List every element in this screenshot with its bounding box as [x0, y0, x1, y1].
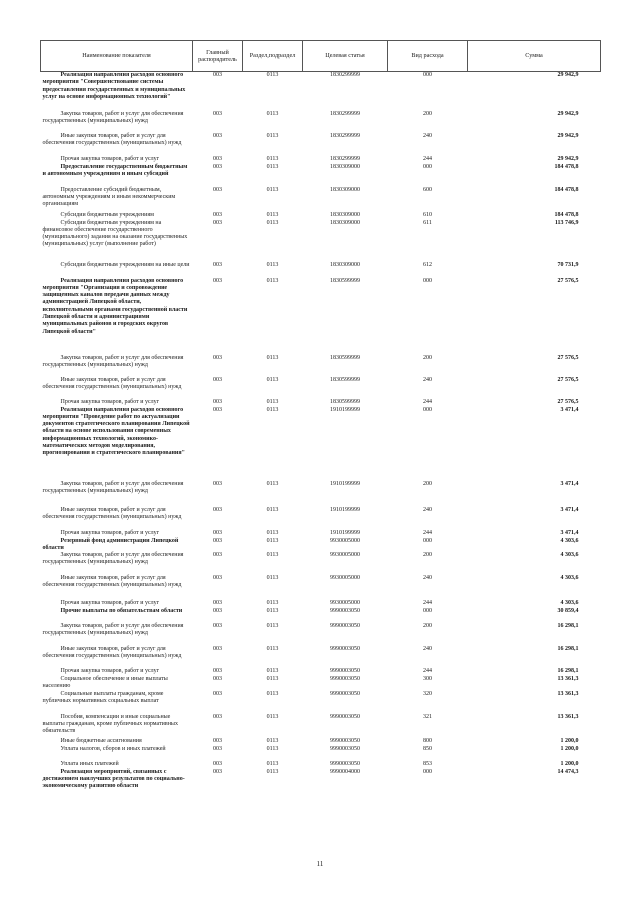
row-article: 1830309000: [330, 211, 360, 218]
row-grbs: 003: [213, 376, 222, 383]
row-grbs: 003: [213, 537, 222, 544]
row-grbs: 003: [213, 713, 222, 720]
row-article: 9930005000: [330, 600, 360, 607]
row-article: 1830599999: [330, 376, 360, 383]
row-sum: 113 746,9: [554, 219, 579, 226]
row-type: 000: [423, 537, 432, 544]
row-section: 0113: [266, 155, 279, 162]
row-name: Закупка товаров, работ и услуг для обеспечения государственных (муниципальных) нужд: [42, 110, 184, 124]
row-section: 0113: [266, 261, 279, 268]
row-sum: 184 478,8: [554, 163, 579, 170]
row-sum: 16 298,1: [557, 646, 579, 653]
row-grbs: 003: [213, 575, 222, 582]
budget-document: [40, 40, 600, 792]
row-name: Уплата иных платежей: [60, 760, 119, 767]
row-article: 9930005000: [330, 575, 360, 582]
row-sum: 3 471,4: [560, 529, 579, 536]
table-body: [41, 72, 601, 792]
budget-table: [40, 40, 601, 792]
row-article: 9990004000: [330, 768, 360, 775]
row-type: 000: [423, 163, 432, 170]
row-section: 0113: [266, 72, 279, 78]
row-article: 1830299999: [330, 155, 360, 162]
row-sum: 16 298,1: [557, 623, 579, 630]
row-grbs: 003: [213, 608, 222, 615]
row-grbs: 003: [213, 646, 222, 653]
row-type: 000: [423, 406, 432, 413]
row-grbs: 003: [213, 600, 222, 607]
row-name: Реализация направления расходов основного мероприятия "Проведение работ по актуализации документов стратегического планирования Липецкой области на основе использования современных информационных технологий, экономико-математических методов моделирования, прогнозирования и стратегического планирования": [42, 406, 190, 457]
row-article: 9930005000: [330, 552, 360, 559]
row-grbs: 003: [213, 480, 222, 487]
row-type: 244: [423, 600, 432, 607]
row-section: 0113: [266, 768, 279, 775]
row-section: 0113: [266, 211, 279, 218]
table-row: [41, 668, 601, 676]
table-row: [41, 72, 601, 111]
table-row: [41, 530, 601, 538]
row-name: Прочие выплаты по обязательствам области: [60, 608, 183, 615]
row-article: 1830599999: [330, 277, 360, 284]
row-grbs: 003: [213, 72, 222, 78]
header-section: Раздел,подраздел: [243, 41, 303, 72]
row-name: Пособия, компенсации и иные социальные выплаты гражданам, кроме публичных нормативных обязательств: [42, 713, 178, 735]
row-article: 1910199999: [330, 406, 360, 413]
row-sum: 13 361,3: [557, 690, 579, 697]
row-article: 1830599999: [330, 398, 360, 405]
row-section: 0113: [266, 406, 279, 413]
row-name: Реализация мероприятий, связанных с достижением наилучших результатов по социально-экономическому развитию области: [42, 768, 185, 790]
table-row: [41, 646, 601, 668]
row-section: 0113: [266, 506, 279, 513]
row-grbs: 003: [213, 623, 222, 630]
row-section: 0113: [266, 690, 279, 697]
row-sum: 14 474,3: [557, 768, 579, 775]
row-article: 1910199999: [330, 529, 360, 536]
row-article: 9990003050: [330, 760, 360, 767]
row-grbs: 003: [213, 760, 222, 767]
table-row: [41, 481, 601, 507]
row-grbs: 003: [213, 676, 222, 683]
row-sum: 29 942,9: [557, 72, 579, 78]
row-grbs: 003: [213, 155, 222, 162]
row-section: 0113: [266, 600, 279, 607]
row-name: Прочая закупка товаров, работ и услуг: [60, 398, 160, 405]
row-sum: 70 731,9: [557, 261, 579, 268]
row-section: 0113: [266, 623, 279, 630]
row-name: Иные закупки товаров, работ и услуг для обеспечения государственных (муниципальных) нужд: [42, 506, 182, 520]
row-sum: 30 859,4: [557, 608, 579, 615]
row-section: 0113: [266, 745, 279, 752]
table-row: [41, 676, 601, 691]
row-grbs: 003: [213, 261, 222, 268]
row-grbs: 003: [213, 506, 222, 513]
table-row: [41, 714, 601, 738]
row-sum: 3 471,4: [560, 480, 579, 487]
row-sum: 29 942,9: [557, 155, 579, 162]
row-type: 612: [423, 261, 432, 268]
row-type: 600: [423, 186, 432, 193]
row-article: 1830309000: [330, 186, 360, 193]
header-sum: Сумма: [468, 41, 601, 72]
row-name: Предоставление субсидий бюджетным, автономным учреждениям и иным некоммерческим организациям: [42, 186, 176, 208]
row-article: 9930005000: [330, 537, 360, 544]
row-section: 0113: [266, 575, 279, 582]
row-type: 000: [423, 608, 432, 615]
row-type: 611: [423, 219, 432, 226]
row-section: 0113: [266, 737, 279, 744]
row-article: 9990003050: [330, 690, 360, 697]
table-row: [41, 769, 601, 792]
row-name: Реализация направления расходов основного мероприятия "Организация и сопровождение защищенных каналов передачи данных между администрацией Липецкой области, исполнительными органами государственной власти Липецкой области и администрациями муниципальных районов и городских округов Липецкой области": [42, 277, 188, 335]
row-sum: 4 303,6: [560, 552, 579, 559]
row-type: 244: [423, 529, 432, 536]
header-article: Целевая статья: [303, 41, 388, 72]
row-sum: 1 200,0: [560, 737, 579, 744]
table-row: [41, 691, 601, 714]
table-row: [41, 278, 601, 355]
row-grbs: 003: [213, 186, 222, 193]
row-type: 321: [423, 713, 432, 720]
row-sum: 27 576,5: [557, 398, 579, 405]
table-row: [41, 355, 601, 377]
row-name: Социальное обеспечение и иные выплаты населению: [42, 676, 168, 690]
row-article: 1830309000: [330, 219, 360, 226]
row-type: 800: [423, 737, 432, 744]
row-grbs: 003: [213, 745, 222, 752]
row-section: 0113: [266, 552, 279, 559]
table-row: [41, 111, 601, 133]
row-article: 1830299999: [330, 132, 360, 139]
row-name: Закупка товаров, работ и услуг для обеспечения государственных (муниципальных) нужд: [42, 552, 184, 566]
table-row: [41, 407, 601, 481]
row-section: 0113: [266, 354, 279, 361]
row-sum: 3 471,4: [560, 406, 579, 413]
row-name: Иные бюджетные ассигнования: [60, 737, 142, 744]
row-grbs: 003: [213, 398, 222, 405]
table-row: [41, 220, 601, 262]
row-section: 0113: [266, 110, 279, 117]
row-section: 0113: [266, 163, 279, 170]
row-grbs: 003: [213, 277, 222, 284]
row-name: Закупка товаров, работ и услуг для обеспечения государственных (муниципальных) нужд: [42, 480, 184, 494]
row-grbs: 003: [213, 768, 222, 775]
row-name: Субсидии бюджетным учреждениям: [60, 211, 154, 218]
row-section: 0113: [266, 760, 279, 767]
row-article: 1910199999: [330, 506, 360, 513]
row-grbs: 003: [213, 110, 222, 117]
row-section: 0113: [266, 608, 279, 615]
table-row: [41, 133, 601, 156]
row-name: Уплата налогов, сборов и иных платежей: [60, 745, 166, 752]
row-article: 1830309000: [330, 261, 360, 268]
row-section: 0113: [266, 668, 279, 675]
row-sum: 1 200,0: [560, 760, 579, 767]
row-section: 0113: [266, 277, 279, 284]
row-sum: 4 303,6: [560, 575, 579, 582]
table-row: [41, 262, 601, 278]
row-type: 244: [423, 668, 432, 675]
row-article: 9990003050: [330, 737, 360, 744]
row-type: 200: [423, 552, 432, 559]
row-grbs: 003: [213, 219, 222, 226]
header-grbs: Главный распорядитель: [193, 41, 243, 72]
row-sum: 27 576,5: [557, 354, 579, 361]
row-grbs: 003: [213, 529, 222, 536]
row-sum: 13 361,3: [557, 676, 579, 683]
table-row: [41, 187, 601, 212]
row-type: 000: [423, 72, 432, 78]
row-name: Закупка товаров, работ и услуг для обеспечения государственных (муниципальных) нужд: [42, 354, 184, 368]
table-row: [41, 212, 601, 220]
table-row: [41, 377, 601, 399]
row-grbs: 003: [213, 354, 222, 361]
row-name: Прочая закупка товаров, работ и услуг: [60, 529, 160, 536]
row-article: 9990003050: [330, 623, 360, 630]
row-section: 0113: [266, 376, 279, 383]
row-sum: 27 576,5: [557, 277, 579, 284]
table-row: [41, 156, 601, 164]
row-article: 1830299999: [330, 110, 360, 117]
row-type: 240: [423, 646, 432, 653]
row-section: 0113: [266, 219, 279, 226]
row-sum: 4 303,6: [560, 537, 579, 544]
row-type: 240: [423, 132, 432, 139]
table-row: [41, 761, 601, 769]
row-section: 0113: [266, 676, 279, 683]
table-header: [41, 41, 601, 72]
row-name: Прочая закупка товаров, работ и услуг: [60, 668, 160, 675]
row-article: 9990003050: [330, 676, 360, 683]
table-row: [41, 507, 601, 530]
table-row: [41, 575, 601, 600]
row-name: Иные закупки товаров, работ и услуг для обеспечения государственных (муниципальных) нужд: [42, 575, 182, 589]
row-grbs: 003: [213, 132, 222, 139]
table-row: [41, 746, 601, 761]
row-name: Прочая закупка товаров, работ и услуг: [60, 155, 160, 162]
row-grbs: 003: [213, 211, 222, 218]
row-section: 0113: [266, 713, 279, 720]
row-type: 244: [423, 155, 432, 162]
row-type: 320: [423, 690, 432, 697]
row-type: 000: [423, 277, 432, 284]
row-type: 200: [423, 623, 432, 630]
row-name: Субсидии бюджетным учреждениям на иные цели: [60, 261, 190, 268]
row-article: 9990003050: [330, 608, 360, 615]
row-section: 0113: [266, 132, 279, 139]
table-row: [41, 600, 601, 608]
row-sum: 27 576,5: [557, 376, 579, 383]
row-type: 610: [423, 211, 432, 218]
row-section: 0113: [266, 186, 279, 193]
row-type: 240: [423, 376, 432, 383]
row-article: 1910199999: [330, 480, 360, 487]
table-row: [41, 538, 601, 553]
row-section: 0113: [266, 646, 279, 653]
table-row: [41, 552, 601, 575]
row-section: 0113: [266, 537, 279, 544]
row-name: Предоставление государственным бюджетным и автономным учреждениям и иным субсидий: [42, 163, 188, 177]
row-article: 9990003050: [330, 646, 360, 653]
row-sum: 184 478,8: [554, 211, 579, 218]
row-section: 0113: [266, 398, 279, 405]
row-name: Иные закупки товаров, работ и услуг для обеспечения государственных (муниципальных) нужд: [42, 646, 182, 660]
row-article: 1830309000: [330, 163, 360, 170]
row-section: 0113: [266, 480, 279, 487]
row-type: 244: [423, 398, 432, 405]
row-article: 9990003050: [330, 745, 360, 752]
row-type: 300: [423, 676, 432, 683]
row-sum: 4 303,6: [560, 600, 579, 607]
table-row: [41, 399, 601, 407]
row-sum: 3 471,4: [560, 506, 579, 513]
row-sum: 29 942,9: [557, 110, 579, 117]
row-type: 200: [423, 110, 432, 117]
row-grbs: 003: [213, 552, 222, 559]
row-type: 853: [423, 760, 432, 767]
row-article: 1830599999: [330, 354, 360, 361]
row-grbs: 003: [213, 690, 222, 697]
header-name: Наименование показателя: [41, 41, 193, 72]
row-sum: 184 478,8: [554, 186, 579, 193]
row-article: 1830299999: [330, 72, 360, 78]
row-grbs: 003: [213, 668, 222, 675]
row-grbs: 003: [213, 737, 222, 744]
page-number: 11: [316, 860, 324, 868]
row-name: Прочая закупка товаров, работ и услуг: [60, 600, 160, 607]
row-sum: 1 200,0: [560, 745, 579, 752]
table-row: [41, 164, 601, 187]
row-grbs: 003: [213, 163, 222, 170]
row-section: 0113: [266, 529, 279, 536]
row-name: Резервный фонд администрации Липецкой области: [42, 537, 179, 551]
row-type: 240: [423, 575, 432, 582]
row-type: 200: [423, 480, 432, 487]
row-grbs: 003: [213, 406, 222, 413]
row-name: Социальные выплаты гражданам, кроме публичных нормативных социальных выплат: [42, 690, 164, 704]
row-type: 000: [423, 768, 432, 775]
row-type: 850: [423, 745, 432, 752]
row-name: Реализация направления расходов основного мероприятия "Совершенствование системы предоставления государственных и муниципальных услуг на основе информационных технологий": [42, 72, 186, 100]
row-article: 9990003050: [330, 668, 360, 675]
row-name: Субсидии бюджетным учреждениям на финансовое обеспечение государственного (муниципального) задания на оказание государственных (муниципальных) услуг (выполнение работ): [42, 219, 188, 248]
header-type: Вид расхода: [388, 41, 468, 72]
row-name: Закупка товаров, работ и услуг для обеспечения государственных (муниципальных) нужд: [42, 623, 184, 637]
table-row: [41, 608, 601, 623]
row-sum: 29 942,9: [557, 132, 579, 139]
row-article: 9990003050: [330, 713, 360, 720]
table-row: [41, 738, 601, 746]
row-name: Иные закупки товаров, работ и услуг для обеспечения государственных (муниципальных) нужд: [42, 376, 182, 390]
row-type: 200: [423, 354, 432, 361]
row-name: Иные закупки товаров, работ и услуг для обеспечения государственных (муниципальных) нужд: [42, 132, 182, 146]
row-sum: 16 298,1: [557, 668, 579, 675]
table-row: [41, 623, 601, 646]
row-sum: 13 361,3: [557, 713, 579, 720]
row-type: 240: [423, 506, 432, 513]
